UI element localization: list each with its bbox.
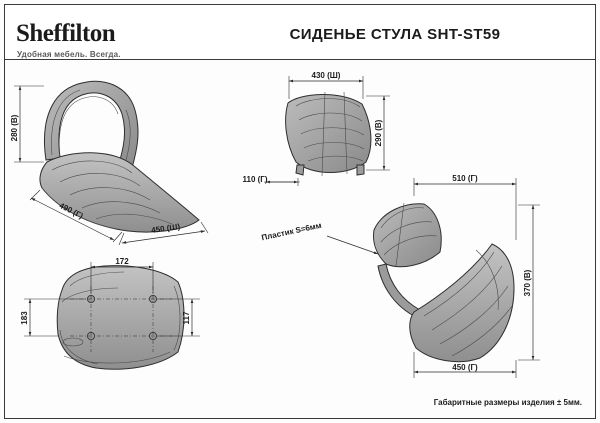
side-backrest	[374, 204, 442, 267]
dim-iso-depth: 490 (Г)	[57, 200, 85, 221]
page-title: СИДЕНЬЕ СТУЛА SHT-ST59	[289, 26, 501, 43]
side-view	[261, 174, 540, 378]
dim-iso-height: 280 (В)	[10, 114, 19, 142]
dim-top-hole-span-x: 172	[115, 257, 129, 266]
side-support-bar	[378, 264, 420, 317]
dim-side-depth: 510 (Г)	[452, 174, 478, 183]
dim-iso-width: 450 (Ш)	[150, 222, 181, 235]
brand-slogan: Удобная мебель. Всегда.	[17, 50, 121, 59]
dim-back-width: 430 (Ш)	[311, 71, 341, 80]
note-material: Пластик S=6мм	[260, 220, 323, 243]
backrest-view	[243, 71, 391, 186]
dim-back-depth: 110 (Г)	[242, 175, 268, 184]
dim-top-hole-span-y: 117	[182, 311, 191, 325]
isometric-view	[10, 81, 208, 245]
dim-side-height: 370 (В)	[523, 269, 532, 297]
backrest-tab-right	[357, 165, 364, 175]
dim-side-seat-depth: 450 (Г)	[452, 363, 478, 372]
dim-top-hole-offset: 183	[20, 311, 29, 325]
top-view	[20, 257, 200, 369]
brand-name-part2: ilton	[69, 20, 116, 47]
backrest-tab-left	[296, 165, 304, 175]
dim-back-height: 290 (В)	[374, 119, 383, 147]
tolerance-note: Габаритные размеры изделия ± 5мм.	[433, 398, 582, 407]
brand-name-part1: Sheff	[16, 20, 70, 47]
backrest-shape	[286, 94, 371, 172]
